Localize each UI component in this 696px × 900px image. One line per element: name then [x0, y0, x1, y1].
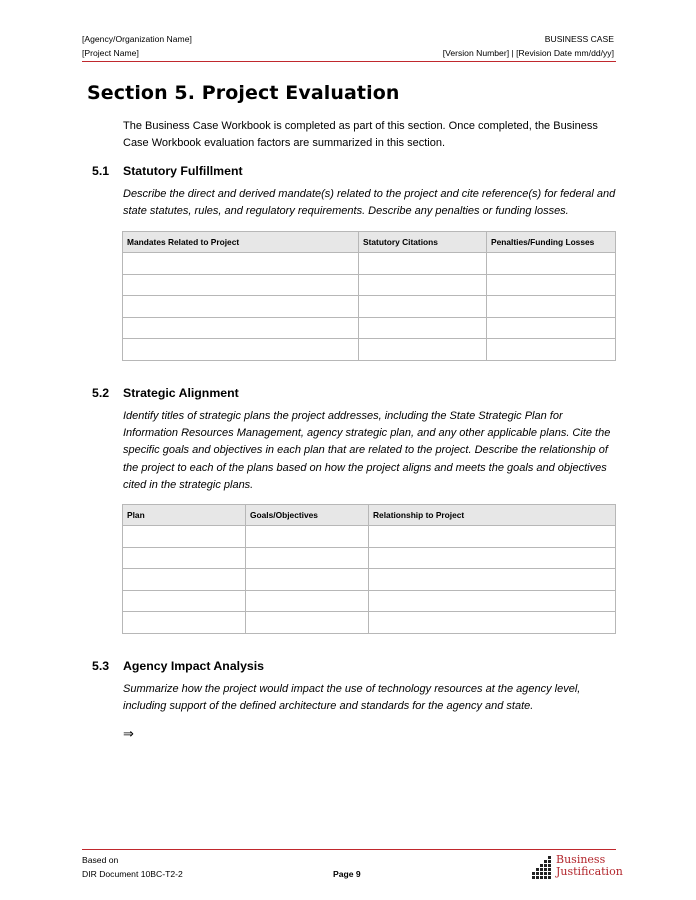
table-cell[interactable]	[123, 612, 246, 634]
business-justification-logo	[530, 853, 623, 880]
table-row	[123, 317, 616, 339]
table-row	[123, 547, 616, 569]
column-header-relationship: Relationship to Project	[369, 505, 616, 526]
table-cell[interactable]	[487, 317, 616, 339]
header-divider	[82, 61, 616, 62]
footer-divider	[82, 849, 616, 850]
table-cell[interactable]	[246, 526, 369, 548]
footer-doc-id: DIR Document 10BC-T2-2	[82, 869, 183, 879]
table-cell[interactable]	[123, 317, 359, 339]
subsection-5-3-number: 5.3	[92, 659, 110, 673]
table-cell[interactable]	[359, 339, 487, 361]
subsection-5-1-number: 5.1	[92, 164, 110, 178]
table-cell[interactable]	[369, 526, 616, 548]
table-row	[123, 339, 616, 361]
table-cell[interactable]	[369, 547, 616, 569]
column-header-mandates: Mandates Related to Project	[123, 232, 359, 253]
subsection-5-2-title: Strategic Alignment	[123, 386, 239, 400]
column-header-plan: Plan	[123, 505, 246, 526]
table-cell[interactable]	[123, 339, 359, 361]
table-cell[interactable]	[123, 590, 246, 612]
table-cell[interactable]	[369, 569, 616, 591]
logo-line-1: Business	[556, 853, 606, 866]
table-row	[123, 569, 616, 591]
column-header-goals: Goals/Objectives	[246, 505, 369, 526]
table-cell[interactable]	[369, 612, 616, 634]
table-cell[interactable]	[369, 590, 616, 612]
subsection-5-3-description: Summarize how the project would impact the use of technology resources at the agency level, including support of the defined architecture and standards for the agency and state.	[123, 683, 581, 713]
header-org-name: [Agency/Organization Name]	[82, 34, 192, 44]
table-header-row	[123, 505, 616, 526]
subsection-5-1-description: Describe the direct and derived mandate(s) related to the project and cite reference(s) for federal and state statutes, rules, and regulatory requirements. Describe any penalties or funding losses.	[123, 188, 616, 218]
logo-line-2: Justification	[556, 864, 623, 878]
table-cell[interactable]	[487, 339, 616, 361]
section-title: Section 5. Project Evaluation	[87, 82, 400, 104]
table-cell[interactable]	[487, 253, 616, 275]
logo-text	[556, 854, 623, 877]
table-cell[interactable]	[359, 274, 487, 296]
footer-page-number: Page 9	[333, 869, 361, 879]
table-cell[interactable]	[246, 612, 369, 634]
footer-based-on: Based on	[82, 855, 119, 865]
table-row	[123, 296, 616, 318]
table-row	[123, 612, 616, 634]
header-version: [Version Number] | [Revision Date mm/dd/yy]	[442, 48, 614, 58]
table-cell[interactable]	[123, 253, 359, 275]
strategic-alignment-table	[122, 504, 616, 634]
bullet-arrow[interactable]: ⇒	[123, 727, 134, 742]
table-cell[interactable]	[359, 296, 487, 318]
table-cell[interactable]	[246, 590, 369, 612]
subsection-5-2-description: Identify titles of strategic plans the project addresses, including the State Strategic Plan for Information Resources Management, agency strategic plan, and any other applicable plans. Cite the specific goals and objectives in each plan that are related to the project. Describe the relationship of the project to each of the plans based on how the project aligns and meets the goals and objectives cited in the strategic plans.	[123, 410, 611, 491]
bar-chart-icon	[530, 854, 556, 880]
table-cell[interactable]	[487, 274, 616, 296]
table-cell[interactable]	[359, 317, 487, 339]
table-cell[interactable]	[123, 526, 246, 548]
subsection-5-1-title: Statutory Fulfillment	[123, 164, 243, 178]
section-intro: The Business Case Workbook is completed as part of this section. Once completed, the Business Case Workbook evaluation factors are summarized in this section.	[123, 120, 598, 150]
table-header-row	[123, 232, 616, 253]
header-project-name: [Project Name]	[82, 48, 139, 58]
table-cell[interactable]	[123, 547, 246, 569]
table-cell[interactable]	[487, 296, 616, 318]
header-doc-type: BUSINESS CASE	[544, 34, 614, 44]
table-cell[interactable]	[246, 547, 369, 569]
column-header-penalties: Penalties/Funding Losses	[487, 232, 616, 253]
table-row	[123, 526, 616, 548]
table-cell[interactable]	[246, 569, 369, 591]
column-header-citations: Statutory Citations	[359, 232, 487, 253]
subsection-5-2-number: 5.2	[92, 386, 110, 400]
table-row	[123, 590, 616, 612]
table-cell[interactable]	[359, 253, 487, 275]
subsection-5-3-title: Agency Impact Analysis	[123, 659, 265, 673]
table-cell[interactable]	[123, 569, 246, 591]
statutory-fulfillment-table	[122, 231, 616, 361]
table-cell[interactable]	[123, 296, 359, 318]
table-row	[123, 274, 616, 296]
table-row	[123, 253, 616, 275]
table-cell[interactable]	[123, 274, 359, 296]
